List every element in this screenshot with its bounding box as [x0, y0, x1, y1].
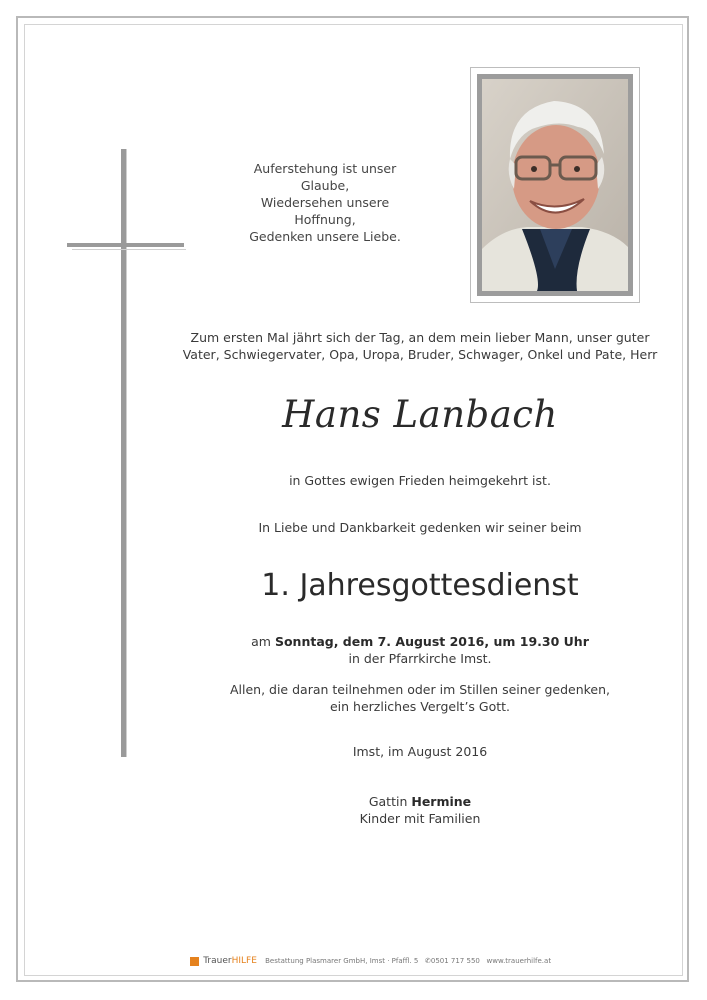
memorial-verse — [230, 160, 420, 245]
service-details — [190, 633, 650, 667]
service-date: Sonntag, dem 7. August 2016, um 19.30 Uhr — [274, 634, 589, 649]
service-title: 1. Jahresgottesdienst — [261, 568, 579, 603]
spouse-line — [190, 793, 650, 810]
children-line: Kinder mit Familien — [359, 811, 481, 826]
thanks-line: Allen, die daran teilnehmen oder im Stillen seiner gedenken, — [229, 682, 611, 697]
trauerhilfe-logo-icon — [190, 957, 199, 966]
deceased-name: Hans Lanbach — [282, 393, 558, 436]
service-datetime — [190, 633, 650, 650]
peace-line: in Gottes ewigen Frieden heimgekehrt ist. — [289, 473, 551, 488]
verse-line: Wiedersehen unsere Hoffnung, — [260, 195, 390, 227]
remember-line: In Liebe und Dankbarkeit gedenken wir seiner beim — [258, 520, 582, 535]
company-info: Bestattung Plasmarer GmbH, Imst · Pfaffl. 5 — [265, 957, 419, 965]
phone-icon: ✆ — [424, 957, 431, 965]
family-signature — [190, 793, 650, 827]
verse-line: Gedenken unsere Liebe. — [249, 229, 401, 244]
cross-beam-shadow — [72, 249, 186, 250]
portrait-frame — [470, 67, 640, 303]
spouse-prefix: Gattin — [368, 794, 408, 809]
thanks-text — [190, 681, 650, 715]
intro-text — [180, 329, 660, 363]
place-date: Imst, im August 2016 — [352, 744, 488, 759]
intro-line: Vater, Schwiegervater, Opa, Uropa, Bruder, Schwager, Onkel und Pate, Herr — [182, 347, 658, 362]
spouse-name: Hermine — [411, 794, 472, 809]
brand-name: TrauerHILFE — [203, 956, 257, 966]
cross-icon — [121, 149, 127, 757]
portrait-photo — [482, 79, 628, 291]
phone-number: 0501 717 550 — [430, 957, 480, 965]
cross-beam — [67, 243, 184, 247]
verse-line: Auferstehung ist unser Glaube, — [253, 161, 397, 193]
portrait-mat — [477, 74, 633, 296]
thanks-line: ein herzliches Vergelt’s Gott. — [329, 699, 511, 714]
service-location: in der Pfarrkirche Imst. — [348, 651, 492, 666]
footer — [190, 954, 550, 968]
intro-line: Zum ersten Mal jährt sich der Tag, an dem mein lieber Mann, unser guter — [190, 330, 650, 345]
website-link[interactable]: www.trauerhilfe.at — [486, 957, 552, 965]
service-prefix: am — [251, 634, 271, 649]
